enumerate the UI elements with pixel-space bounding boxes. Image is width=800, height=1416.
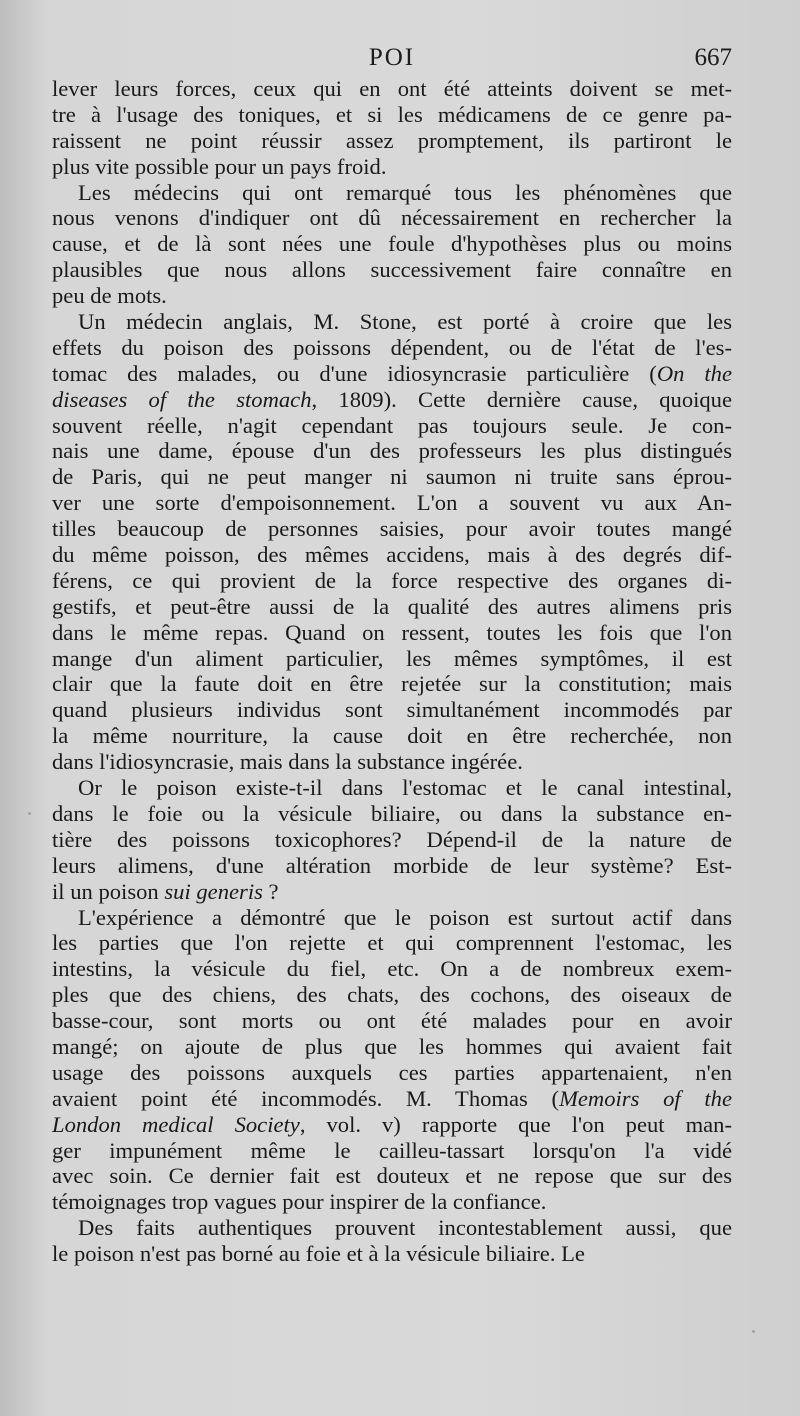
text-line: peu de mots. — [52, 283, 167, 309]
text-line: tière des poissons toxicophores? Dépend-il de la nature de — [52, 826, 732, 852]
paragraph — [52, 775, 732, 904]
text-line: raissent ne point réussir assez promptement, ils partiront le — [52, 127, 732, 153]
text-line: Un médecin anglais, M. Stone, est porté à croire que les — [78, 309, 732, 335]
text-line: Des faits authentiques prouvent incontestablement aussi, que — [78, 1215, 732, 1241]
text-line: L'expérience a démontré que le poison est surtout actif dans — [78, 904, 732, 930]
text-line: London medical Society, vol. v) rapporte que l'on peut man- — [52, 1111, 733, 1137]
text-line: tre à l'usage des toniques, et si les médicamens de ce genre pa- — [52, 101, 732, 127]
text-line: Or le poison existe-t-il dans l'estomac et le canal intestinal, — [78, 775, 732, 801]
page-header — [52, 44, 732, 78]
text-line: du même poisson, des mêmes accidens, mais à des degrés dif- — [52, 542, 732, 568]
paragraph — [52, 76, 732, 180]
paragraph — [52, 180, 732, 309]
text-line: il un poison sui generis ? — [52, 878, 279, 904]
text-line: ples que des chiens, des chats, des cochons, des oiseaux de — [52, 982, 732, 1008]
text-line: témoignages trop vagues pour inspirer de la confiance. — [52, 1189, 547, 1215]
text-line: le poison n'est pas borné au foie et à la vésicule biliaire. Le — [52, 1241, 585, 1267]
paragraph — [52, 1215, 732, 1267]
text-line: dans l'idiosyncrasie, mais dans la substance ingérée. — [52, 749, 523, 775]
text-line: lever leurs forces, ceux qui en ont été atteints doivent se met- — [52, 76, 732, 101]
text-line: nais une dame, épouse d'un des professeurs les plus distingués — [52, 438, 732, 464]
text-line: dans le foie ou la vésicule biliaire, ou dans la substance en- — [52, 800, 732, 826]
text-line: mange d'un aliment particulier, les mêmes symptômes, il est — [52, 645, 732, 671]
text-line: férens, ce qui provient de la force respective des organes di- — [52, 567, 732, 593]
text-line: de Paris, qui ne peut manger ni saumon ni truite sans éprou- — [52, 464, 732, 490]
body-text — [52, 76, 732, 1267]
text-line: avaient point été incommodés. M. Thomas (Memoirs of the — [52, 1085, 732, 1111]
text-line: tomac des malades, ou d'une idiosyncrasie particulière (On the — [52, 360, 732, 386]
text-line: basse-cour, sont morts ou ont été malades pour en avoir — [52, 1008, 732, 1034]
text-line: ver une sorte d'empoisonnement. L'on a souvent vu aux An- — [52, 490, 732, 516]
paper-speck — [752, 1330, 755, 1333]
text-line: diseases of the stomach, 1809). Cette dernière cause, quoique — [52, 386, 733, 412]
text-line: souvent réelle, n'agit cependant pas toujours seule. Je con- — [52, 412, 732, 438]
text-line: les parties que l'on rejette et qui comprennent l'estomac, les — [52, 930, 732, 956]
text-line: cause, et de là sont nées une foule d'hypothèses plus ou moins — [52, 231, 732, 257]
text-line: avec soin. Ce dernier fait est douteux et ne repose que sur des — [52, 1163, 732, 1189]
text-line: tilles beaucoup de personnes saisies, pour avoir toutes mangé — [52, 516, 732, 542]
text-line: mangé; on ajoute de plus que les hommes qui avaient fait — [52, 1033, 732, 1059]
text-line: Les médecins qui ont remarqué tous les phénomènes que — [78, 179, 732, 205]
text-line: usage des poissons auxquels ces parties appartenaient, n'en — [52, 1059, 732, 1085]
text-line: effets du poison des poissons dépendent, ou de l'état de l'es- — [52, 334, 732, 360]
text-line: la même nourriture, la cause doit en être recherchée, non — [52, 723, 732, 749]
text-line: dans le même repas. Quand on ressent, toutes les fois que l'on — [52, 619, 732, 645]
running-head: POI — [368, 44, 416, 71]
text-line: plus vite possible pour un pays froid. — [52, 153, 387, 179]
text-line: quand plusieurs individus sont simultanément incommodés par — [52, 697, 732, 723]
text-line: gestifs, et peut-être aussi de la qualité des autres alimens pris — [52, 593, 732, 619]
paragraph — [52, 905, 732, 1216]
paragraph — [52, 309, 732, 775]
text-line: nous venons d'indiquer ont dû nécessairement en rechercher la — [52, 205, 732, 231]
page-number: 667 — [694, 44, 732, 71]
paper-speck — [28, 812, 31, 815]
text-line: leurs alimens, d'une altération morbide de leur système? Est- — [52, 852, 732, 878]
text-line: clair que la faute doit en être rejetée sur la constitution; mais — [52, 671, 732, 697]
text-line: ger impunément même le cailleu-tassart lorsqu'on l'a vidé — [52, 1137, 732, 1163]
text-line: plausibles que nous allons successivement faire connaître en — [52, 257, 732, 283]
text-line: intestins, la vésicule du fiel, etc. On a de nombreux exem- — [52, 956, 732, 982]
